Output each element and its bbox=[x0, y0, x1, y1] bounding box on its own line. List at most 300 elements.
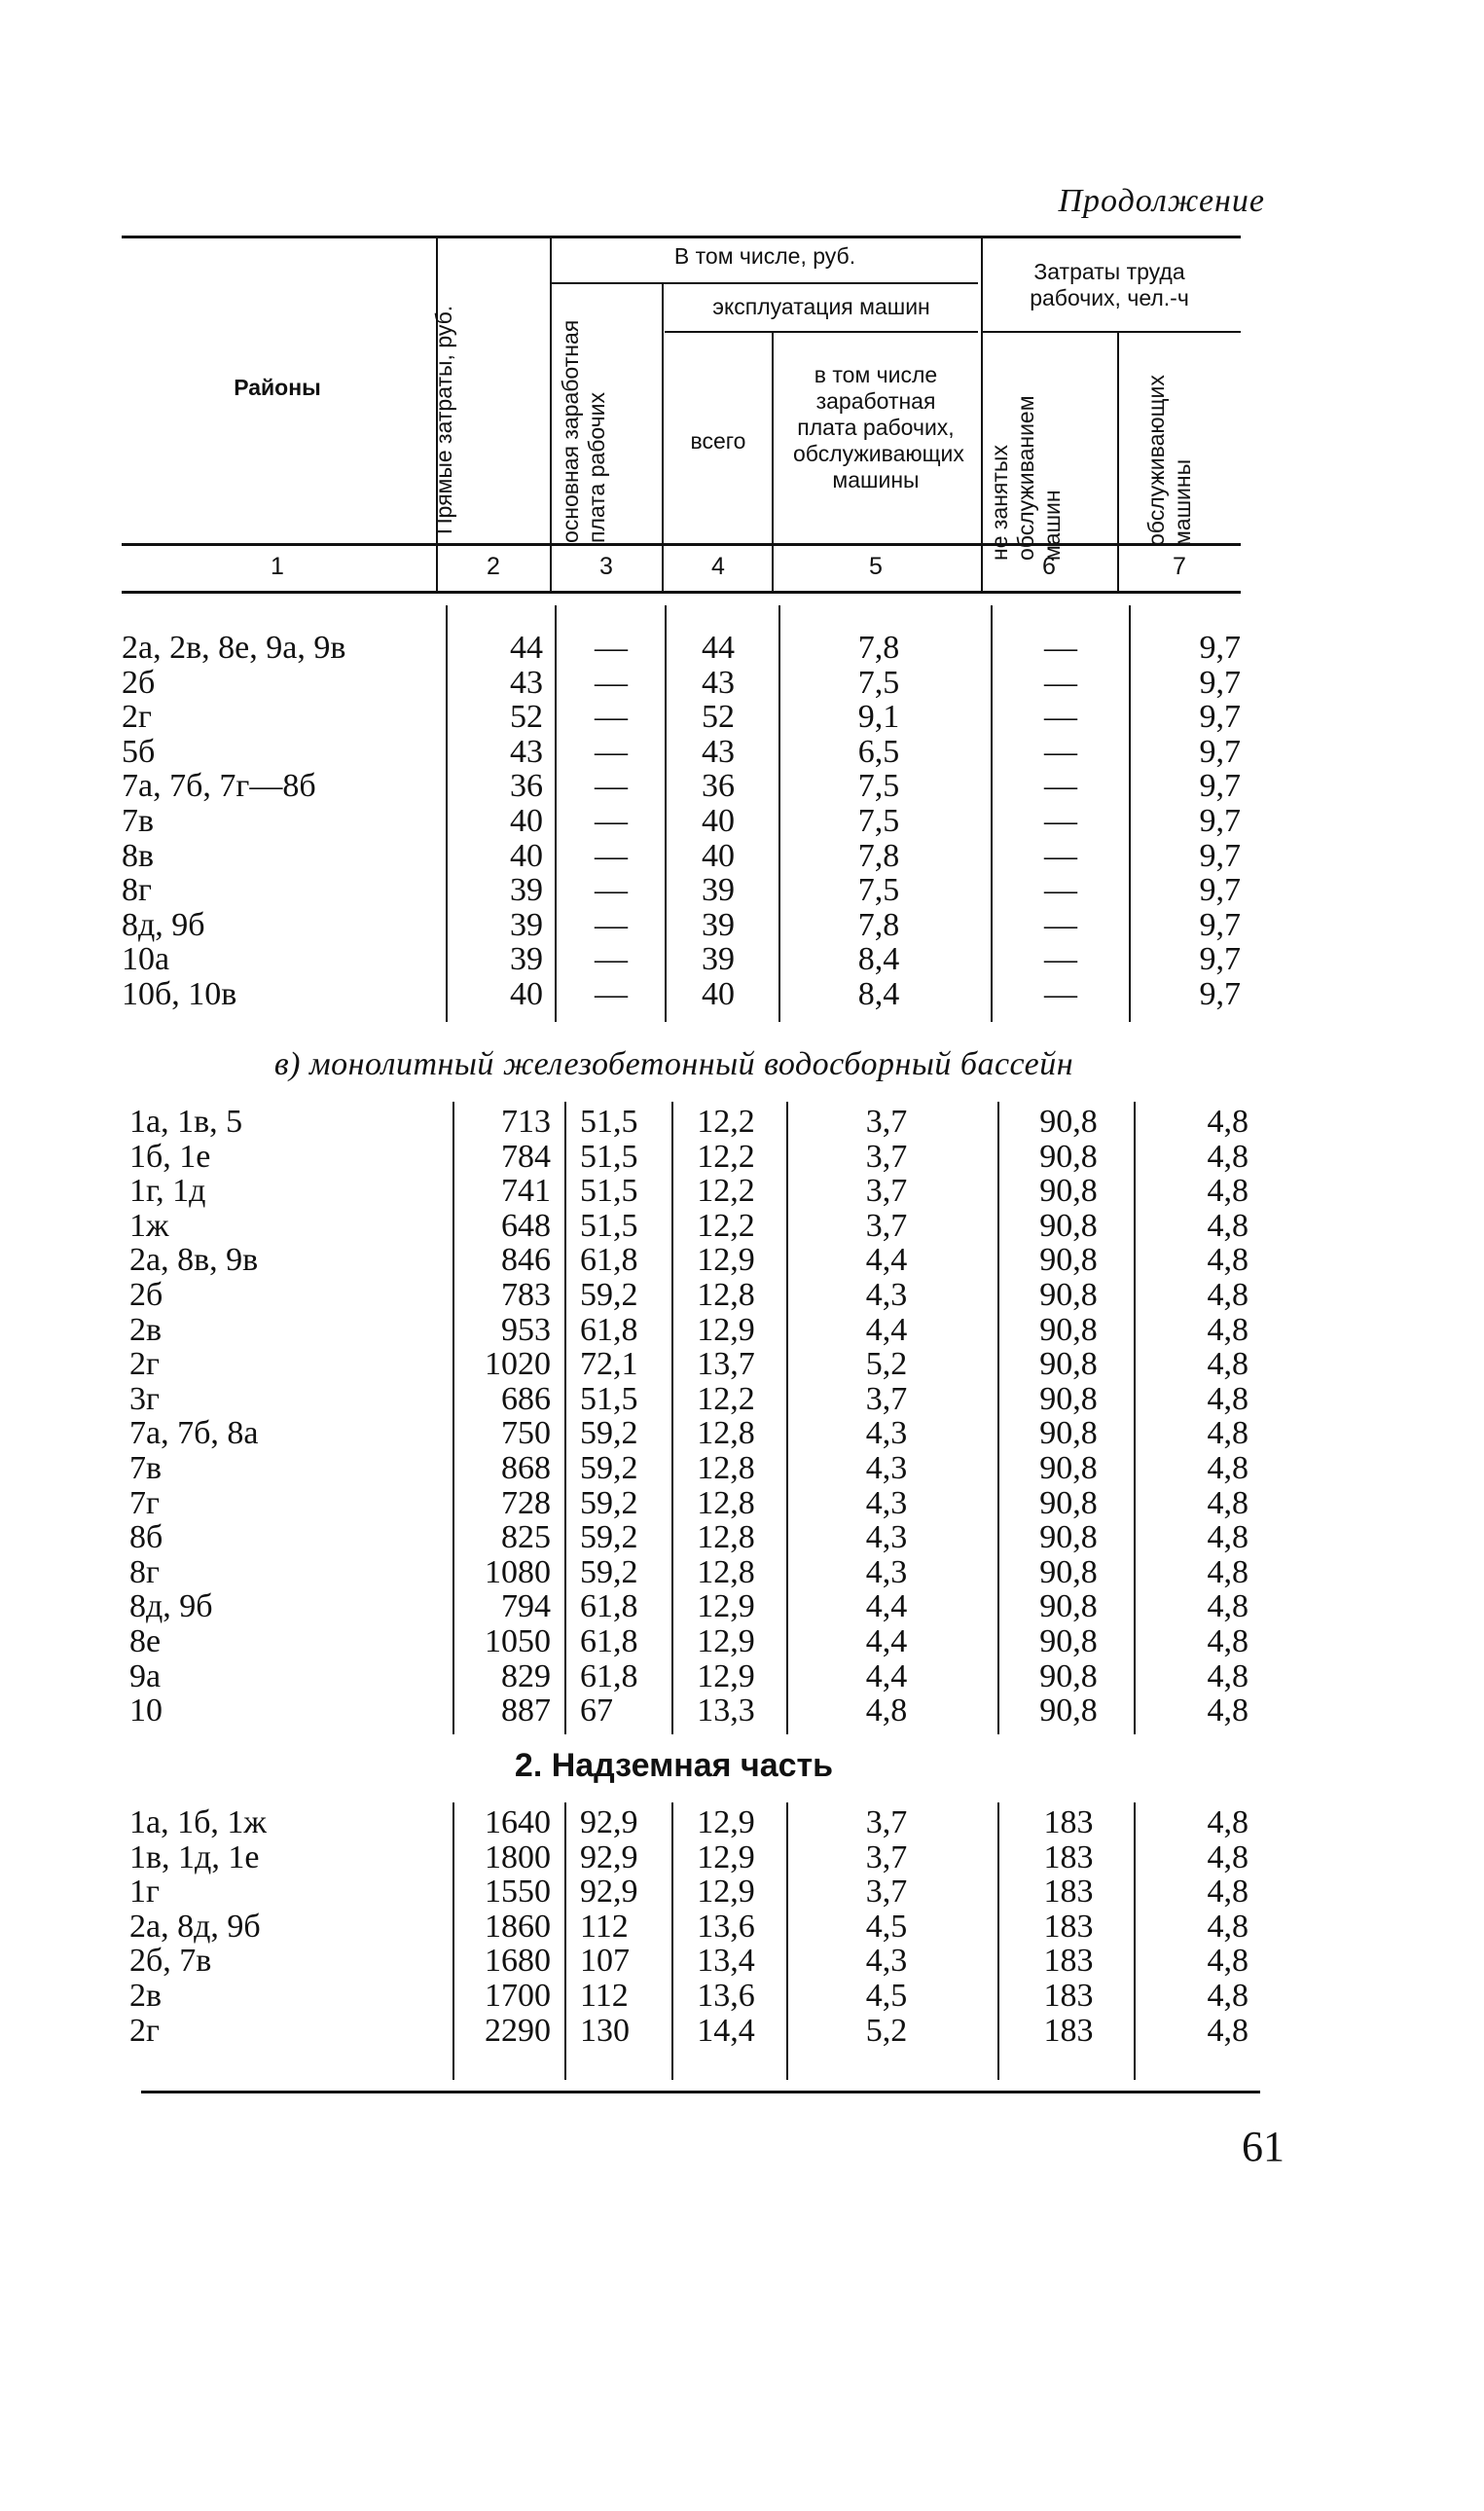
cell-col-4: 40 bbox=[702, 837, 735, 874]
cell-col-2: 783 bbox=[501, 1277, 551, 1313]
cell-col-5: 4,4 bbox=[865, 1242, 908, 1279]
cell-col-2: 686 bbox=[501, 1380, 551, 1417]
cell-col-5: 4,3 bbox=[865, 1484, 908, 1521]
cell-col-6: 90,8 bbox=[1039, 1207, 1098, 1244]
cell-col-3: 51,5 bbox=[580, 1138, 638, 1175]
table-row bbox=[8, 1589, 1484, 1624]
cell-col-4: 12,2 bbox=[697, 1173, 755, 1210]
cell-col-6: — bbox=[1044, 976, 1077, 1012]
cell-col-2: 887 bbox=[501, 1692, 551, 1729]
cell-col-5: 4,8 bbox=[865, 1692, 908, 1729]
table-row bbox=[0, 977, 1484, 1012]
cell-col-1: 5б bbox=[122, 733, 156, 770]
cell-col-1: 9а bbox=[129, 1657, 162, 1694]
page-number: 61 bbox=[1242, 2123, 1285, 2170]
cell-col-1: 10а bbox=[122, 941, 170, 978]
cell-col-6: 90,8 bbox=[1039, 1346, 1098, 1383]
cell-col-3: 59,2 bbox=[580, 1484, 638, 1521]
table-row bbox=[8, 1105, 1484, 1140]
cell-col-4: 12,2 bbox=[697, 1207, 755, 1244]
cell-col-7: 4,8 bbox=[1207, 1553, 1249, 1590]
table-row bbox=[0, 769, 1484, 804]
cell-col-7: 4,8 bbox=[1207, 2012, 1249, 2049]
cell-col-4: 14,4 bbox=[697, 2012, 755, 2049]
cell-col-6: 90,8 bbox=[1039, 1173, 1098, 1210]
header-v-tom-chisle-zp: в том числе заработная плата рабочих, обслуживающих машины bbox=[793, 362, 964, 492]
cell-col-5: 4,5 bbox=[865, 1908, 908, 1945]
cell-col-3: — bbox=[595, 906, 628, 943]
cell-col-2: 846 bbox=[501, 1242, 551, 1279]
cell-col-3: 59,2 bbox=[580, 1277, 638, 1313]
cell-col-5: 3,7 bbox=[865, 1804, 908, 1840]
cell-col-2: 1640 bbox=[485, 1804, 551, 1840]
cell-col-6: 183 bbox=[1043, 1838, 1094, 1875]
cell-col-5: 5,2 bbox=[865, 2012, 908, 2049]
header-top-rule bbox=[122, 236, 1241, 238]
table-row bbox=[8, 1520, 1484, 1555]
cell-col-4: 39 bbox=[702, 872, 735, 909]
cell-col-6: 90,8 bbox=[1039, 1657, 1098, 1694]
cell-col-3: 112 bbox=[580, 1908, 629, 1945]
cell-col-3: 92,9 bbox=[580, 1838, 638, 1875]
cell-col-7: 4,8 bbox=[1207, 1692, 1249, 1729]
table-row bbox=[0, 631, 1484, 666]
cell-col-3: — bbox=[595, 768, 628, 805]
colnum-bottom-rule bbox=[122, 591, 1241, 594]
cell-col-1: 7а, 7б, 7г—8б bbox=[122, 768, 316, 805]
cell-col-3: 51,5 bbox=[580, 1173, 638, 1210]
cell-col-6: — bbox=[1044, 699, 1077, 736]
cell-col-7: 4,8 bbox=[1207, 1588, 1249, 1625]
cell-col-6: 183 bbox=[1043, 1978, 1094, 2014]
cell-col-3: 61,8 bbox=[580, 1242, 638, 1279]
cell-col-2: 741 bbox=[501, 1173, 551, 1210]
cell-col-2: 750 bbox=[501, 1415, 551, 1452]
table-row bbox=[0, 942, 1484, 977]
table-row bbox=[8, 1174, 1484, 1209]
section-2-title: 2. Надземная часть bbox=[514, 1747, 834, 1784]
cell-col-5: 4,4 bbox=[865, 1623, 908, 1659]
cell-col-5: 7,8 bbox=[857, 630, 900, 666]
cell-col-2: 39 bbox=[510, 872, 543, 909]
cell-col-4: 12,2 bbox=[697, 1104, 755, 1140]
cell-col-1: 2г bbox=[129, 1346, 160, 1383]
cell-col-3: 59,2 bbox=[580, 1415, 638, 1452]
cell-col-2: 1550 bbox=[485, 1874, 551, 1911]
cell-col-7: 4,8 bbox=[1207, 1242, 1249, 1279]
header-v-tom-chisle: В том числе, руб. bbox=[673, 243, 856, 269]
table-row bbox=[8, 1209, 1484, 1244]
cell-col-4: 13,6 bbox=[697, 1908, 755, 1945]
cell-col-3: 59,2 bbox=[580, 1450, 638, 1486]
table-row bbox=[8, 1347, 1484, 1382]
cell-col-6: 183 bbox=[1043, 2012, 1094, 2049]
table-row bbox=[0, 804, 1484, 839]
cell-col-7: 9,7 bbox=[1199, 630, 1241, 666]
cell-col-1: 8г bbox=[129, 1553, 160, 1590]
cell-col-3: — bbox=[595, 872, 628, 909]
cell-col-4: 12,2 bbox=[697, 1380, 755, 1417]
cell-col-6: 183 bbox=[1043, 1874, 1094, 1911]
cell-col-5: 4,3 bbox=[865, 1943, 908, 1980]
cell-col-6: 90,8 bbox=[1039, 1588, 1098, 1625]
cell-col-7: 4,8 bbox=[1207, 1138, 1249, 1175]
cell-col-6: 90,8 bbox=[1039, 1104, 1098, 1140]
cell-col-1: 2г bbox=[129, 2012, 160, 2049]
cell-col-5: 9,1 bbox=[857, 699, 900, 736]
cell-col-6: — bbox=[1044, 733, 1077, 770]
cell-col-7: 4,8 bbox=[1207, 1484, 1249, 1521]
cell-col-6: 90,8 bbox=[1039, 1311, 1098, 1348]
cell-col-7: 4,8 bbox=[1207, 1657, 1249, 1694]
cell-col-4: 40 bbox=[702, 803, 735, 839]
table-row bbox=[8, 1979, 1484, 2014]
cell-col-5: 3,7 bbox=[865, 1874, 908, 1911]
cell-col-2: 728 bbox=[501, 1484, 551, 1521]
cell-col-5: 3,7 bbox=[865, 1380, 908, 1417]
table-row bbox=[8, 1805, 1484, 1840]
cell-col-3: 59,2 bbox=[580, 1519, 638, 1556]
table-row bbox=[0, 700, 1484, 735]
cell-col-1: 2а, 8в, 9в bbox=[129, 1242, 259, 1279]
cell-col-1: 10б, 10в bbox=[122, 976, 237, 1012]
cell-col-5: 4,3 bbox=[865, 1415, 908, 1452]
cell-col-1: 8д, 9б bbox=[129, 1588, 213, 1625]
cell-col-2: 794 bbox=[501, 1588, 551, 1625]
cell-col-5: 4,3 bbox=[865, 1553, 908, 1590]
cell-col-7: 4,8 bbox=[1207, 1804, 1249, 1840]
cell-col-4: 12,8 bbox=[697, 1450, 755, 1486]
cell-col-3: — bbox=[595, 976, 628, 1012]
cell-col-4: 13,6 bbox=[697, 1978, 755, 2014]
table-row bbox=[8, 2014, 1484, 2049]
cell-col-2: 40 bbox=[510, 976, 543, 1012]
cell-col-3: 107 bbox=[580, 1943, 630, 1980]
cell-col-3: 61,8 bbox=[580, 1588, 638, 1625]
cell-col-1: 1в, 1д, 1е bbox=[129, 1838, 260, 1875]
cell-col-3: 72,1 bbox=[580, 1346, 638, 1383]
cell-col-3: 51,5 bbox=[580, 1104, 638, 1140]
cell-col-2: 1800 bbox=[485, 1838, 551, 1875]
cell-col-1: 2а, 2в, 8е, 9а, 9в bbox=[122, 630, 346, 666]
colnum-6: 6 bbox=[1042, 553, 1056, 580]
cell-col-6: 183 bbox=[1043, 1943, 1094, 1980]
table-row bbox=[0, 873, 1484, 908]
cell-col-5: 7,5 bbox=[857, 803, 900, 839]
cell-col-5: 4,3 bbox=[865, 1277, 908, 1313]
cell-col-7: 4,8 bbox=[1207, 1623, 1249, 1659]
cell-col-7: 9,7 bbox=[1199, 941, 1241, 978]
cell-col-4: 12,9 bbox=[697, 1588, 755, 1625]
cell-col-4: 36 bbox=[702, 768, 735, 805]
cell-col-4: 12,8 bbox=[697, 1484, 755, 1521]
header-pryamye: Прямые затраты, руб. bbox=[431, 305, 456, 534]
cell-col-5: 3,7 bbox=[865, 1838, 908, 1875]
cell-col-3: — bbox=[595, 630, 628, 666]
cell-col-2: 39 bbox=[510, 941, 543, 978]
header-osnovnaya: основная заработная плата рабочих bbox=[558, 319, 609, 543]
cell-col-6: 90,8 bbox=[1039, 1138, 1098, 1175]
cell-col-7: 9,7 bbox=[1199, 803, 1241, 839]
cell-col-3: — bbox=[595, 733, 628, 770]
cell-col-1: 2б bbox=[129, 1277, 163, 1313]
table-row bbox=[8, 1624, 1484, 1659]
cell-col-3: 61,8 bbox=[580, 1623, 638, 1659]
table-row bbox=[8, 1243, 1484, 1278]
cell-col-5: 4,3 bbox=[865, 1519, 908, 1556]
cell-col-2: 44 bbox=[510, 630, 543, 666]
cell-col-5: 3,7 bbox=[865, 1207, 908, 1244]
cell-col-4: 12,8 bbox=[697, 1553, 755, 1590]
cell-col-3: 51,5 bbox=[580, 1207, 638, 1244]
cell-col-5: 3,7 bbox=[865, 1173, 908, 1210]
cell-col-6: 90,8 bbox=[1039, 1450, 1098, 1486]
table-row bbox=[8, 1382, 1484, 1417]
cell-col-6: 183 bbox=[1043, 1908, 1094, 1945]
cell-col-4: 12,9 bbox=[697, 1874, 755, 1911]
cell-col-1: 1ж bbox=[129, 1207, 169, 1244]
cell-col-1: 3г bbox=[129, 1380, 160, 1417]
cell-col-7: 9,7 bbox=[1199, 733, 1241, 770]
cell-col-3: 61,8 bbox=[580, 1657, 638, 1694]
cell-col-6: — bbox=[1044, 872, 1077, 909]
cell-col-5: 6,5 bbox=[857, 733, 900, 770]
cell-col-3: 59,2 bbox=[580, 1553, 638, 1590]
header-ne-zanyatyh: не занятых обслуживанием машин bbox=[987, 395, 1065, 561]
cell-col-3: — bbox=[595, 699, 628, 736]
cell-col-5: 4,4 bbox=[865, 1588, 908, 1625]
cell-col-4: 12,9 bbox=[697, 1657, 755, 1694]
header-rayony: Районы bbox=[234, 375, 321, 400]
cell-col-2: 648 bbox=[501, 1207, 551, 1244]
cell-col-5: 5,2 bbox=[865, 1346, 908, 1383]
cell-col-3: 92,9 bbox=[580, 1874, 638, 1911]
cell-col-1: 1г, 1д bbox=[129, 1173, 206, 1210]
cell-col-6: — bbox=[1044, 906, 1077, 943]
cell-col-5: 7,5 bbox=[857, 664, 900, 701]
cell-col-3: 130 bbox=[580, 2012, 630, 2049]
cell-col-7: 4,8 bbox=[1207, 1346, 1249, 1383]
cell-col-1: 1а, 1в, 5 bbox=[129, 1104, 243, 1140]
cell-col-2: 1020 bbox=[485, 1346, 551, 1383]
header-ekspluataciya: эксплуатация машин bbox=[712, 294, 930, 319]
cell-col-2: 1080 bbox=[485, 1553, 551, 1590]
table-row bbox=[8, 1693, 1484, 1729]
section-v-title: в) монолитный железобетонный водосборный бассейн bbox=[273, 1046, 1074, 1082]
colnum-2: 2 bbox=[487, 553, 500, 580]
cell-col-6: — bbox=[1044, 630, 1077, 666]
cell-col-4: 12,9 bbox=[697, 1838, 755, 1875]
table-row bbox=[0, 839, 1484, 874]
cell-col-2: 825 bbox=[501, 1519, 551, 1556]
cell-col-4: 12,2 bbox=[697, 1138, 755, 1175]
cell-col-7: 9,7 bbox=[1199, 699, 1241, 736]
cell-col-5: 7,5 bbox=[857, 768, 900, 805]
header-rule-split bbox=[552, 282, 978, 284]
cell-col-2: 2290 bbox=[485, 2012, 551, 2049]
cell-col-3: — bbox=[595, 837, 628, 874]
cell-col-2: 1680 bbox=[485, 1943, 551, 1980]
cell-col-1: 1б, 1е bbox=[129, 1138, 211, 1175]
cell-col-4: 13,7 bbox=[697, 1346, 755, 1383]
cell-col-1: 2б, 7в bbox=[129, 1943, 212, 1980]
cell-col-3: — bbox=[595, 664, 628, 701]
cell-col-1: 7в bbox=[129, 1450, 163, 1486]
cell-col-2: 713 bbox=[501, 1104, 551, 1140]
cell-col-3: 67 bbox=[580, 1692, 613, 1729]
header-divider-5 bbox=[981, 238, 983, 591]
cell-col-2: 52 bbox=[510, 699, 543, 736]
table-row bbox=[8, 1278, 1484, 1313]
cell-col-2: 40 bbox=[510, 837, 543, 874]
cell-col-6: 90,8 bbox=[1039, 1242, 1098, 1279]
cell-col-1: 2в bbox=[129, 1311, 163, 1348]
colnum-5: 5 bbox=[869, 553, 883, 580]
cell-col-7: 4,8 bbox=[1207, 1380, 1249, 1417]
cell-col-1: 8д, 9б bbox=[122, 906, 205, 943]
cell-col-7: 9,7 bbox=[1199, 976, 1241, 1012]
header-rule-machines bbox=[665, 331, 978, 333]
cell-col-1: 7в bbox=[122, 803, 155, 839]
cell-col-1: 8б bbox=[129, 1519, 163, 1556]
cell-col-6: 90,8 bbox=[1039, 1692, 1098, 1729]
cell-col-4: 52 bbox=[702, 699, 735, 736]
cell-col-7: 4,8 bbox=[1207, 1519, 1249, 1556]
footer-rule bbox=[141, 2091, 1260, 2093]
cell-col-7: 4,8 bbox=[1207, 1450, 1249, 1486]
cell-col-2: 868 bbox=[501, 1450, 551, 1486]
cell-col-1: 2в bbox=[129, 1978, 163, 2014]
cell-col-6: 90,8 bbox=[1039, 1415, 1098, 1452]
cell-col-5: 7,8 bbox=[857, 906, 900, 943]
cell-col-7: 9,7 bbox=[1199, 906, 1241, 943]
cell-col-5: 4,4 bbox=[865, 1657, 908, 1694]
cell-col-4: 12,9 bbox=[697, 1804, 755, 1840]
cell-col-3: — bbox=[595, 803, 628, 839]
cell-col-2: 1700 bbox=[485, 1978, 551, 2014]
colnum-3: 3 bbox=[599, 553, 613, 580]
table-row bbox=[8, 1486, 1484, 1521]
cell-col-5: 7,5 bbox=[857, 872, 900, 909]
cell-col-4: 40 bbox=[702, 976, 735, 1012]
table-row bbox=[8, 1659, 1484, 1694]
cell-col-4: 39 bbox=[702, 906, 735, 943]
cell-col-3: 51,5 bbox=[580, 1380, 638, 1417]
cell-col-1: 2г bbox=[122, 699, 152, 736]
cell-col-2: 36 bbox=[510, 768, 543, 805]
cell-col-7: 4,8 bbox=[1207, 1173, 1249, 1210]
cell-col-1: 7а, 7б, 8а bbox=[129, 1415, 259, 1452]
cell-col-1: 8е bbox=[129, 1623, 162, 1659]
table-row bbox=[0, 908, 1484, 943]
cell-col-6: — bbox=[1044, 768, 1077, 805]
cell-col-7: 9,7 bbox=[1199, 768, 1241, 805]
cell-col-5: 7,8 bbox=[857, 837, 900, 874]
cell-col-7: 4,8 bbox=[1207, 1415, 1249, 1452]
table-row bbox=[8, 1140, 1484, 1175]
cell-col-7: 9,7 bbox=[1199, 837, 1241, 874]
cell-col-7: 4,8 bbox=[1207, 1311, 1249, 1348]
cell-col-2: 43 bbox=[510, 733, 543, 770]
cell-col-5: 3,7 bbox=[865, 1138, 908, 1175]
cell-col-1: 7г bbox=[129, 1484, 160, 1521]
cell-col-6: — bbox=[1044, 664, 1077, 701]
table-row bbox=[8, 1416, 1484, 1451]
cell-col-3: 61,8 bbox=[580, 1311, 638, 1348]
cell-col-1: 8г bbox=[122, 872, 152, 909]
cell-col-7: 4,8 bbox=[1207, 1277, 1249, 1313]
table-row bbox=[8, 1874, 1484, 1910]
header-divider-4 bbox=[772, 333, 774, 591]
colnum-7: 7 bbox=[1173, 553, 1186, 580]
cell-col-2: 39 bbox=[510, 906, 543, 943]
cell-col-1: 2а, 8д, 9б bbox=[129, 1908, 261, 1945]
cell-col-7: 4,8 bbox=[1207, 1874, 1249, 1911]
header-divider-2 bbox=[550, 238, 552, 591]
cell-col-7: 4,8 bbox=[1207, 1838, 1249, 1875]
cell-col-6: 90,8 bbox=[1039, 1277, 1098, 1313]
cell-col-6: 183 bbox=[1043, 1804, 1094, 1840]
cell-col-7: 4,8 bbox=[1207, 1207, 1249, 1244]
cell-col-6: 90,8 bbox=[1039, 1553, 1098, 1590]
header-divider-6 bbox=[1117, 333, 1119, 591]
cell-col-2: 953 bbox=[501, 1311, 551, 1348]
cell-col-5: 3,7 bbox=[865, 1104, 908, 1140]
table-row bbox=[8, 1910, 1484, 1945]
cell-col-6: — bbox=[1044, 837, 1077, 874]
cell-col-6: — bbox=[1044, 941, 1077, 978]
cell-col-1: 2б bbox=[122, 664, 156, 701]
cell-col-2: 1050 bbox=[485, 1623, 551, 1659]
cell-col-4: 44 bbox=[702, 630, 735, 666]
cell-col-4: 12,8 bbox=[697, 1519, 755, 1556]
table-row bbox=[0, 666, 1484, 701]
cell-col-1: 10 bbox=[129, 1692, 163, 1729]
cell-col-6: 90,8 bbox=[1039, 1623, 1098, 1659]
cell-col-4: 43 bbox=[702, 733, 735, 770]
cell-col-4: 12,9 bbox=[697, 1311, 755, 1348]
cell-col-6: 90,8 bbox=[1039, 1519, 1098, 1556]
cell-col-7: 4,8 bbox=[1207, 1943, 1249, 1980]
cell-col-2: 829 bbox=[501, 1657, 551, 1694]
table-row bbox=[8, 1944, 1484, 1979]
cell-col-7: 4,8 bbox=[1207, 1908, 1249, 1945]
continuation-label: Продолжение bbox=[1058, 183, 1265, 219]
cell-col-7: 9,7 bbox=[1199, 872, 1241, 909]
cell-col-2: 40 bbox=[510, 803, 543, 839]
cell-col-7: 9,7 bbox=[1199, 664, 1241, 701]
table-row bbox=[8, 1313, 1484, 1348]
cell-col-4: 13,4 bbox=[697, 1943, 755, 1980]
table-row bbox=[0, 735, 1484, 770]
header-obsluzhivayushchih: обслуживающих машины bbox=[1143, 375, 1195, 546]
header-vsego: всего bbox=[690, 428, 746, 454]
cell-col-4: 13,3 bbox=[697, 1692, 755, 1729]
cell-col-1: 1г bbox=[129, 1874, 160, 1911]
cell-col-3: — bbox=[595, 941, 628, 978]
header-zatraty-truda: Затраты труда рабочих, чел.-ч bbox=[1030, 259, 1189, 310]
colnum-1: 1 bbox=[271, 553, 284, 580]
header-divider-3 bbox=[662, 284, 664, 591]
cell-col-4: 12,8 bbox=[697, 1415, 755, 1452]
cell-col-2: 1860 bbox=[485, 1908, 551, 1945]
cell-col-5: 8,4 bbox=[857, 941, 900, 978]
cell-col-1: 8в bbox=[122, 837, 155, 874]
cell-col-4: 39 bbox=[702, 941, 735, 978]
cell-col-5: 4,5 bbox=[865, 1978, 908, 2014]
cell-col-4: 43 bbox=[702, 664, 735, 701]
cell-col-5: 4,4 bbox=[865, 1311, 908, 1348]
